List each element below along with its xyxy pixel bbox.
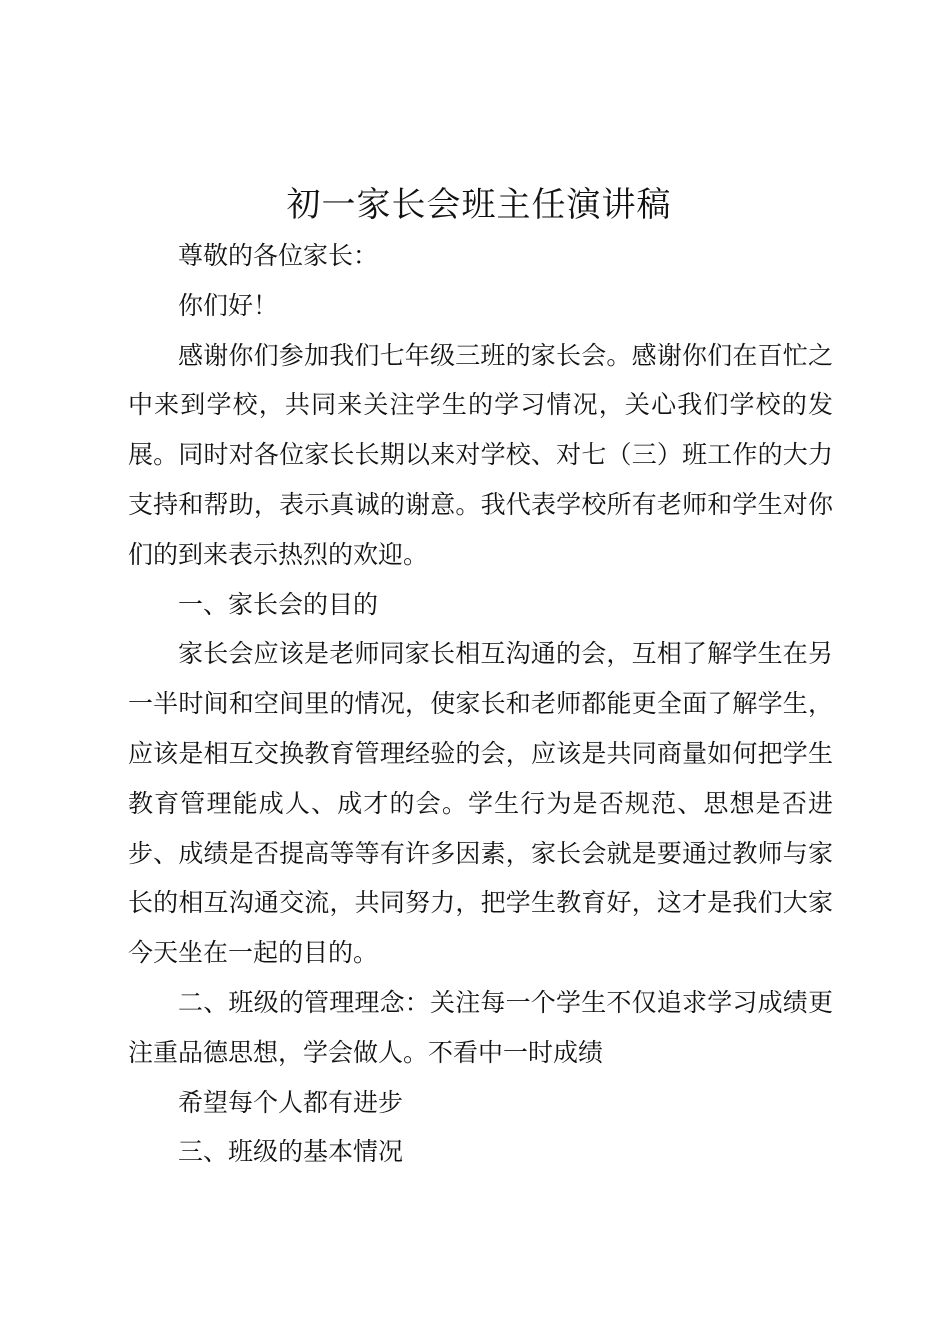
- paragraph-thanks: 感谢你们参加我们七年级三班的家长会。感谢你们在百忙之中来到学校，共同来关注学生的学习情况，关心我们学校的发展。同时对各位家长长期以来对学校、对七（三）班工作的大力支持和帮助，表示真诚的谢意。我代表学校所有老师和学生对你们的到来表示热烈的欢迎。: [128, 340, 833, 569]
- section-heading-philosophy: 二、班级的管理理念：关注每一个学生不仅追求学习成绩更注重品德思想，学会做人。不看中一时成绩: [128, 987, 833, 1067]
- paragraph-hope: 希望每个人都有进步: [178, 1087, 404, 1117]
- paragraph-greeting: 你们好！: [178, 290, 279, 320]
- paragraph-salutation: 尊敬的各位家长：: [178, 241, 379, 270]
- section-heading-purpose: 一、家长会的目的: [178, 589, 379, 619]
- section-heading-basic-info: 三、班级的基本情况: [178, 1137, 404, 1167]
- document-body: [128, 231, 833, 1177]
- document-title: 初一家长会班主任演讲稿: [286, 185, 672, 225]
- paragraph-purpose: 家长会应该是老师同家长相互沟通的会，互相了解学生在另一半时间和空间里的情况，使家长和老师都能更全面了解学生，应该是相互交换教育管理经验的会，应该是共同商量如何把学生教育管理能成人、成才的会。学生行为是否规范、思想是否进步、成绩是否提高等等有许多因素，家长会就是要通过教师与家长的相互沟通交流，共同努力，把学生教育好，这才是我们大家今天坐在一起的目的。: [128, 639, 833, 968]
